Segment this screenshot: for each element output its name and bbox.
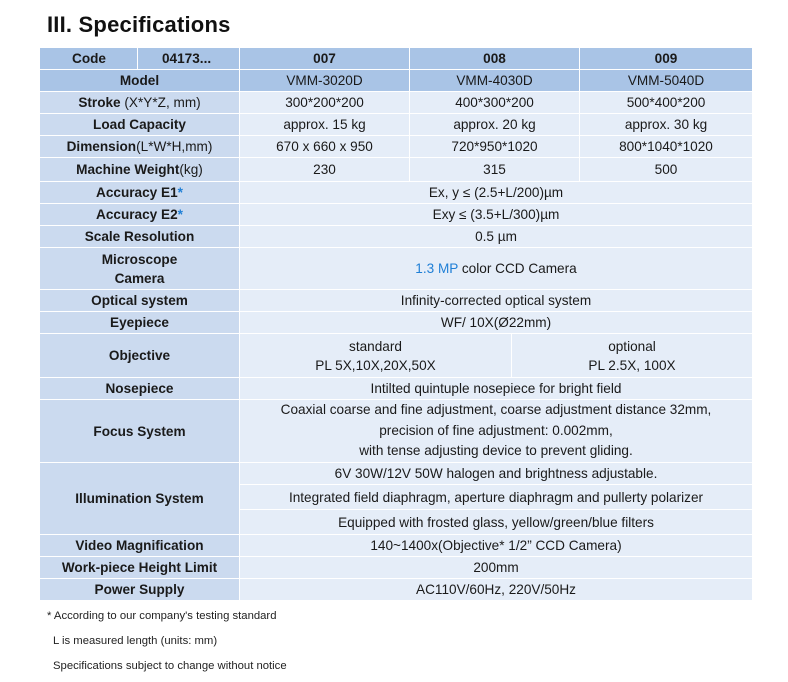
table-row-power [40,579,753,601]
scale-label: Scale Resolution [40,226,240,248]
camera-description: color CCD Camera [458,261,577,276]
load-007: approx. 15 kg [240,114,410,136]
load-008: approx. 20 kg [410,114,580,136]
stroke-007: 300*200*200 [240,92,410,114]
stroke-label-unit: (X*Y*Z, mm) [120,95,201,110]
height-value: 200mm [240,557,753,579]
stroke-008: 400*300*200 [410,92,580,114]
stroke-label [40,92,240,114]
footnote-length-unit: L is measured length (units: mm) [53,635,218,647]
accuracy-e1-footnote-mark: * [177,185,183,200]
table-row-accuracy-e1 [40,182,753,204]
objective-optional-value: PL 2.5X, 100X [588,357,676,373]
objective-standard [240,334,512,378]
load-009: approx. 30 kg [580,114,753,136]
weight-label-unit: (kg) [179,162,203,177]
optical-value: Infinity-corrected optical system [240,290,753,312]
table-row-dimension [40,136,753,158]
objective-standard-title: standard [349,338,402,354]
table-row-code [40,48,753,70]
nosepiece-label: Nosepiece [40,378,240,400]
code-007: 007 [240,48,410,70]
code-009: 009 [580,48,753,70]
specifications-table [39,47,753,601]
dimension-label-unit: (L*W*H,mm) [136,139,213,154]
code-value: 04173... [138,48,240,70]
footnotes [47,607,287,682]
camera-resolution: 1.3 MP [415,261,459,276]
focus-value [240,400,753,463]
weight-009: 500 [580,158,753,182]
power-label: Power Supply [40,579,240,601]
illumination-line-1: 6V 30W/12V 50W halogen and brightness adjustable. [240,463,753,485]
weight-008: 315 [410,158,580,182]
load-label: Load Capacity [40,114,240,136]
camera-label-line1: Microscope [101,251,178,267]
dimension-008: 720*950*1020 [410,136,580,158]
accuracy-e2-label [40,204,240,226]
camera-value [240,248,753,290]
accuracy-e2-label-text: Accuracy E2 [96,207,178,222]
camera-label [40,248,240,290]
illumination-line-3: Equipped with frosted glass, yellow/green/blue filters [240,510,753,535]
table-row-model [40,70,753,92]
scale-value: 0.5 µm [240,226,753,248]
dimension-009: 800*1040*1020 [580,136,753,158]
accuracy-e2-value: Exy ≤ (3.5+L/300)µm [240,204,753,226]
model-label: Model [40,70,240,92]
code-label: Code [40,48,138,70]
focus-line-2: precision of fine adjustment: 0.002mm, [379,422,613,438]
dimension-label-main: Dimension [66,139,137,154]
table-row-illumination-1 [40,463,753,485]
page-title: III. Specifications [47,12,231,37]
accuracy-e1-label [40,182,240,204]
dimension-label [40,136,240,158]
table-row-weight [40,158,753,182]
focus-line-3: with tense adjusting device to prevent gliding. [359,443,633,459]
weight-label-main: Machine Weight [76,162,180,177]
table-row-stroke [40,92,753,114]
illumination-label: Illumination System [40,463,240,535]
focus-line-1: Coaxial coarse and fine adjustment, coarse adjustment distance 32mm, [280,402,712,418]
stroke-label-main: Stroke [78,95,121,110]
table-row-focus [40,400,753,463]
table-row-camera [40,248,753,290]
video-value: 140~1400x(Objective* 1/2” CCD Camera) [240,535,753,557]
objective-label: Objective [40,334,240,378]
model-009: VMM-5040D [580,70,753,92]
camera-label-line2: Camera [114,270,165,286]
optical-label: Optical system [40,290,240,312]
table-row-height [40,557,753,579]
accuracy-e1-label-text: Accuracy E1 [96,185,178,200]
table-row-optical [40,290,753,312]
model-008: VMM-4030D [410,70,580,92]
table-row-nosepiece [40,378,753,400]
weight-label [40,158,240,182]
illumination-line-2: Integrated field diaphragm, aperture diaphragm and pullerty polarizer [240,485,753,510]
stroke-009: 500*400*200 [580,92,753,114]
dimension-007: 670 x 660 x 950 [240,136,410,158]
accuracy-e2-footnote-mark: * [177,207,183,222]
focus-label: Focus System [40,400,240,463]
table-row-load [40,114,753,136]
code-008: 008 [410,48,580,70]
objective-optional-title: optional [608,338,656,354]
nosepiece-value: Intilted quintuple nosepiece for bright field [240,378,753,400]
height-label: Work-piece Height Limit [40,557,240,579]
objective-optional [512,334,753,378]
power-value: AC110V/60Hz, 220V/50Hz [240,579,753,601]
eyepiece-label: Eyepiece [40,312,240,334]
table-row-objective [40,334,753,378]
footnote-change-notice: Specifications subject to change without notice [53,660,287,672]
accuracy-e1-value: Ex, y ≤ (2.5+L/200)µm [240,182,753,204]
weight-007: 230 [240,158,410,182]
table-row-video [40,535,753,557]
table-row-scale [40,226,753,248]
objective-standard-value: PL 5X,10X,20X,50X [315,357,436,373]
eyepiece-value: WF/ 10X(Ø22mm) [240,312,753,334]
model-007: VMM-3020D [240,70,410,92]
footnote-testing-standard: * According to our company's testing standard [47,610,277,622]
video-label: Video Magnification [40,535,240,557]
table-row-eyepiece [40,312,753,334]
table-row-accuracy-e2 [40,204,753,226]
